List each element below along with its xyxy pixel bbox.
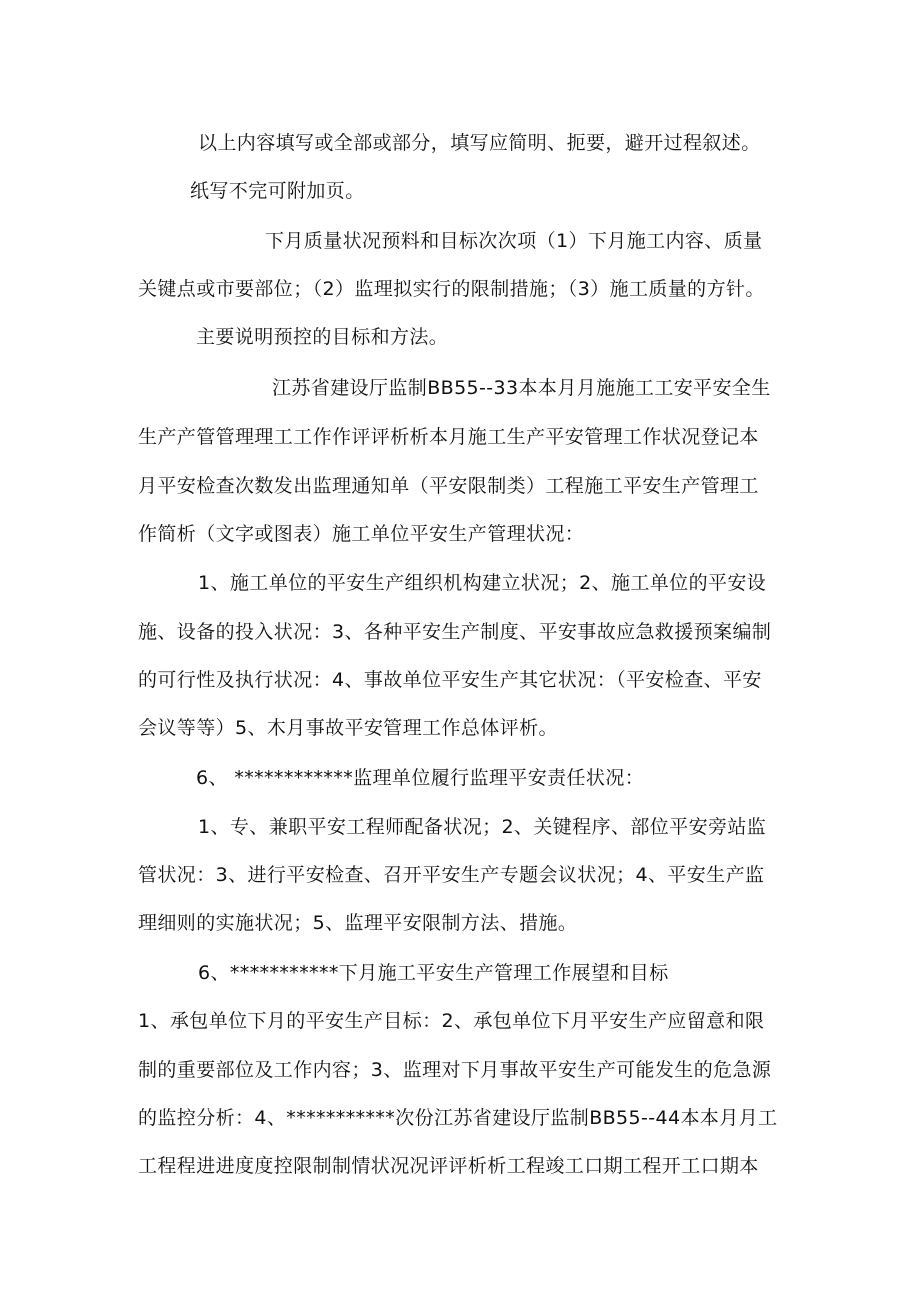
text-line-10: 1、施工单位的平安生产组织机构建立状况；2、施工单位的平安设 — [198, 572, 767, 594]
text-line-16: 管状况：3、进行平安检查、召开平安生产专题会议状况；4、平安生产监 — [138, 864, 765, 886]
text-line-8: 月平安检查次数发出监理通知单（平安限制类）工程施工平安生产管理工 — [138, 475, 759, 497]
text-line-20: 制的重要部位及工作内容；3、监理对下月事故平安生产可能发生的危急源 — [138, 1059, 772, 1081]
text-line-21: 的监控分析：4、***********次份江苏省建设厅监制BB55--44本本月月工 — [138, 1107, 778, 1129]
text-line-11: 施、设备的投入状况：3、各种平安生产制度、平安事故应急救援预案编制 — [138, 621, 772, 643]
text-line-3: 下月质量状况预料和目标次次项（1）下月施工内容、质量 — [265, 230, 763, 252]
text-line-18: 6、***********下月施工平安生产管理工作展望和目标 — [198, 962, 669, 984]
text-line-2: 纸写不完可附加页。 — [190, 180, 365, 202]
text-line-13: 会议等等）5、木月事故平安管理工作总体评析。 — [138, 717, 558, 739]
text-line-5: 主要说明预控的目标和方法。 — [196, 326, 449, 348]
text-line-17: 理细则的实施状况；5、监理平安限制方法、措施。 — [138, 912, 578, 934]
text-line-4: 关键点或市要部位；（2）监理拟实行的限制措施；（3）施工质量的方针。 — [138, 278, 765, 300]
text-line-7: 生产产管管理理工工作作评评析析本月施工生产平安管理工作状况登记本 — [138, 426, 759, 448]
text-line-6: 江苏省建设厅监制BB55--33本本月月施施工工安平安全生 — [272, 377, 771, 399]
text-line-22: 工程程进进度度控限制制情状况况评评析析工程竣工口期工程开工口期本 — [138, 1155, 759, 1177]
text-line-12: 的可行性及执行状况：4、事故单位平安生产其它状况：（平安检查、平安 — [138, 669, 762, 691]
text-line-19: 1、承包单位下月的平安生产目标：2、承包单位下月平安生产应留意和限 — [138, 1010, 765, 1032]
text-line-9: 作简析（文字或图表）施工单位平安生产管理状况： — [138, 523, 585, 545]
text-line-15: 1、专、兼职平安工程师配备状况；2、关键程序、部位平安旁站监 — [198, 816, 767, 838]
text-line-14: 6、 ************监理单位履行监理平安责任状况： — [196, 767, 645, 789]
text-line-1: 以上内容填写或全部或部分，填写应简明、扼要，避开过程叙述。 — [198, 132, 761, 154]
